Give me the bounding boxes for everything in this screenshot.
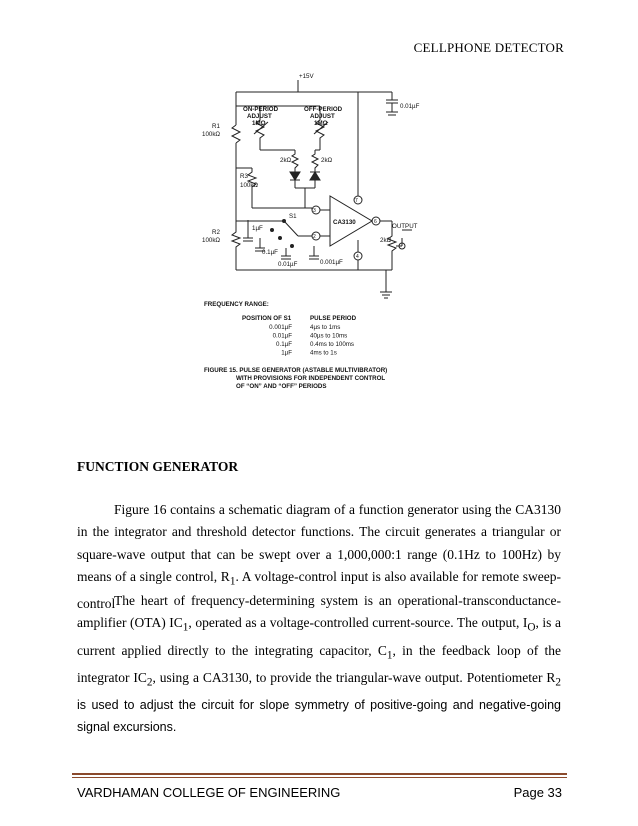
- p2-s1: 1: [182, 622, 189, 635]
- pin4-label: 4: [356, 254, 359, 260]
- p2-s5: 2: [555, 676, 561, 689]
- r3-name: R3: [240, 173, 248, 180]
- section-heading: FUNCTION GENERATOR: [77, 459, 239, 474]
- paragraph-1-tail: . A voltage-control input is also available for remote sweep-control: [77, 569, 562, 612]
- caption-line-1: FIGURE 15. PULSE GENERATOR (ASTABLE MULTIVIBRATOR): [204, 367, 388, 374]
- cap-0001u-label: 0.001µF: [320, 259, 343, 266]
- p2-s3: 1: [386, 649, 393, 662]
- p2-t3: , is a current applied directly to the integrating capacitor, C: [77, 615, 561, 658]
- switch-label: S1: [289, 213, 297, 220]
- footer-college: VARDHAMAN COLLEGE OF ENGINEERING: [77, 785, 341, 800]
- footer-rule-thick: [72, 773, 567, 775]
- p2-s2: O: [527, 622, 536, 635]
- caption-line-2: WITH PROVISIONS FOR INDEPENDENT CONTROL: [236, 375, 386, 382]
- res-2k-b: 2kΩ: [321, 157, 333, 164]
- freq-row-position: 1µF: [281, 349, 292, 357]
- off-label-2: ADJUST: [310, 113, 335, 120]
- on-label-3: 1MΩ: [252, 120, 266, 127]
- pin2-label: 2: [313, 234, 316, 240]
- cap-001u-label: 0.01µF: [278, 261, 298, 268]
- pulse-generator-schematic: [200, 70, 420, 400]
- res-2k-c: 2kΩ: [380, 237, 392, 244]
- freq-row-position: 0.01µF: [272, 332, 292, 340]
- freq-row-position: 0.1µF: [276, 341, 292, 348]
- col-pos-header: POSITION OF S1: [242, 315, 292, 322]
- cap-01u-label: 0.1µF: [262, 249, 278, 256]
- paragraph-2: [77, 590, 561, 739]
- r3-value: 100kΩ: [240, 182, 259, 189]
- cap-1u-label: 1µF: [252, 225, 263, 232]
- off-label-3: 1MΩ: [314, 120, 328, 127]
- freq-row-period: 4µs to 1ms: [310, 324, 341, 331]
- col-period-header: PULSE PERIOD: [310, 315, 357, 322]
- off-label-1: OFF-PERIOD: [304, 106, 343, 113]
- p2-t2: , operated as a voltage-controlled current-source. The output, I: [188, 615, 528, 631]
- page-header-title: CELLPHONE DETECTOR: [413, 40, 564, 55]
- r2-name: R2: [212, 229, 220, 236]
- p2-t5: , using a CA3130, to provide the triangular-wave output. Potentiometer R: [152, 669, 556, 685]
- res-2k-a: 2kΩ: [280, 157, 292, 164]
- r1-name: R1: [212, 123, 220, 130]
- chip-label: CA3130: [333, 219, 356, 226]
- footer-rule-thin: [72, 777, 567, 778]
- p2-s4: 2: [146, 676, 153, 689]
- caption-line-3: OF “ON” AND “OFF” PERIODS: [236, 383, 327, 390]
- pin3-label: 3: [313, 208, 316, 214]
- footer-page-number: Page 33: [513, 785, 562, 800]
- r2-value: 100kΩ: [202, 237, 221, 244]
- output-label: OUTPUT: [392, 223, 418, 230]
- freq-range-label: FREQUENCY RANGE:: [204, 301, 269, 308]
- pin7-label: 7: [355, 198, 358, 204]
- freq-row-period: 0.4ms to 100ms: [310, 341, 355, 348]
- freq-row-period: 4ms to 1s: [310, 349, 337, 357]
- freq-row-position: 0.001µF: [269, 324, 292, 331]
- on-label-2: ADJUST: [247, 113, 272, 120]
- p2-t4: , in the feedback loop of the integrator IC: [77, 642, 561, 685]
- cap-top-label: 0.01µF: [400, 103, 420, 110]
- supply-label: +15V: [299, 73, 314, 80]
- freq-row-period: 40µs to 10ms: [310, 332, 348, 340]
- p2-t1: The heart of frequency-determining system is an operational-transconductance-amplifier (OTA) IC: [77, 593, 561, 631]
- p2-t6: is used to adjust the circuit for slope symmetry of positive-going and negative-going signal excursions.: [77, 697, 561, 735]
- pin6-label: 6: [374, 219, 377, 225]
- on-label-1: ON-PERIOD: [243, 106, 279, 113]
- r1-value: 100kΩ: [202, 131, 221, 138]
- paragraph-1-text: Figure 16 contains a schematic diagram of a function generator using the CA3130 in the integrator and threshold detector functions. The circuit generates a triangular or square-wave output that can be swept over a 1,000,000:1 range (0.1Hz to 100Hz) by means of a single control, R: [77, 502, 561, 585]
- paragraph-1-sub: 1: [229, 575, 236, 588]
